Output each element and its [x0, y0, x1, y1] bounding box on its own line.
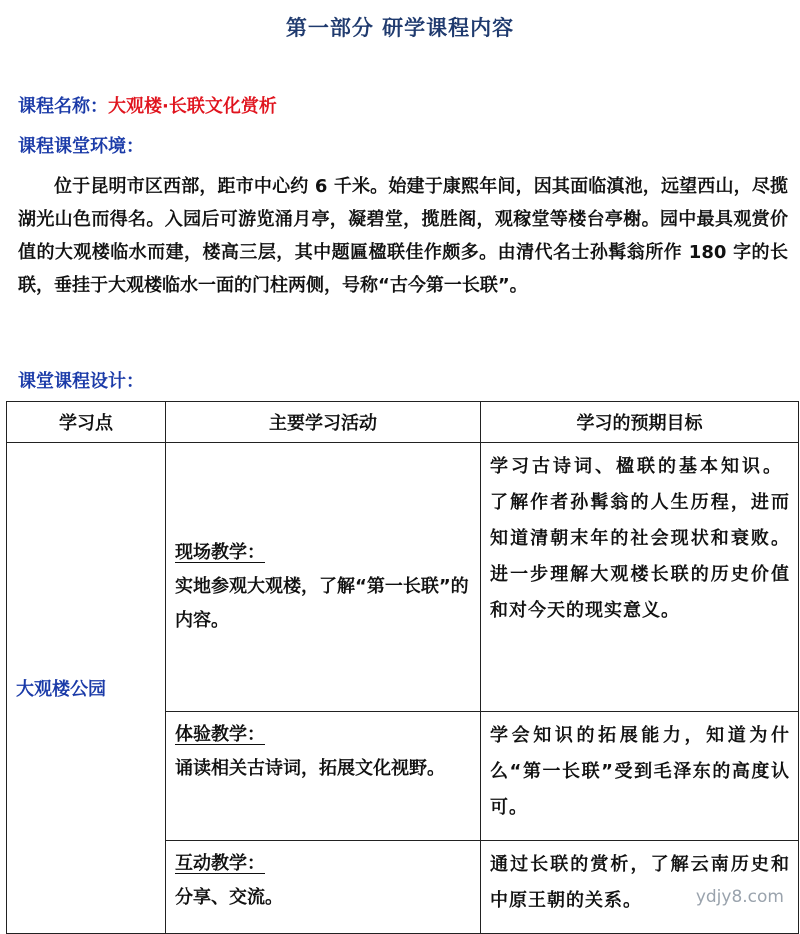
- header-learning-point: 学习点: [7, 402, 166, 443]
- learning-point-cell: [7, 443, 166, 934]
- goal-text: 学会知识的拓展能力，知道为什么“第一长联”受到毛泽东的高度认可。: [490, 725, 790, 818]
- activity-text: 实地参观大观楼，了解“第一长联”的内容。: [175, 576, 469, 631]
- learning-point: 大观楼公园: [16, 679, 106, 700]
- activity-title: 互动教学：: [175, 853, 265, 874]
- course-design-table: [6, 401, 799, 934]
- watermark: ydjy8.com: [695, 887, 784, 907]
- course-name-value: 大观楼·长联文化赏析: [108, 96, 277, 117]
- activity-cell: [166, 443, 481, 712]
- goal-cell: [481, 443, 799, 712]
- goal-text: 通过长联的赏析，了解云南历史和中原王朝的关系。: [490, 854, 790, 911]
- activity-cell: [166, 841, 481, 934]
- activity-title: 体验教学：: [175, 724, 265, 745]
- header-expected-goal: 学习的预期目标: [481, 402, 799, 443]
- table-row: [7, 443, 799, 712]
- activity-title: 现场教学：: [175, 542, 265, 563]
- header-main-activity: 主要学习活动: [166, 402, 481, 443]
- activity-text: 诵读相关古诗词，拓展文化视野。: [175, 758, 445, 779]
- activity-cell: [166, 712, 481, 841]
- course-name-label: 课程名称：: [18, 96, 108, 117]
- activity-text: 分享、交流。: [175, 887, 283, 908]
- page-title: 第一部分 研学课程内容: [285, 16, 515, 40]
- environment-text: 位于昆明市区西部，距市中心约 6 千米。始建于康熙年间，因其面临滇池，远望西山，尽揽湖光山色而得名。入园后可游览涌月亭，凝碧堂，揽胜阁，观稼堂等楼台亭榭。园中最具观赏价值的大观楼临水而建，楼高三层，其中题匾楹联佳作颇多。由清代名士孙髯翁所作 180 字的长联，垂挂于大观楼临水一面的门柱两侧，号称“古今第一长联”。: [18, 176, 788, 296]
- table-header-row: [7, 402, 799, 443]
- environment-label: 课程课堂环境：: [18, 136, 144, 157]
- design-label: 课堂课程设计：: [18, 371, 144, 392]
- goal-cell: [481, 712, 799, 841]
- course-name: [18, 94, 277, 120]
- goal-text: 学习古诗词、楹联的基本知识。: [490, 456, 784, 477]
- goal-text: 了解作者孙髯翁的人生历程，进而知道清朝末年的社会现状和衰败。进一步理解大观楼长联的历史价值和对今天的现实意义。: [490, 492, 790, 621]
